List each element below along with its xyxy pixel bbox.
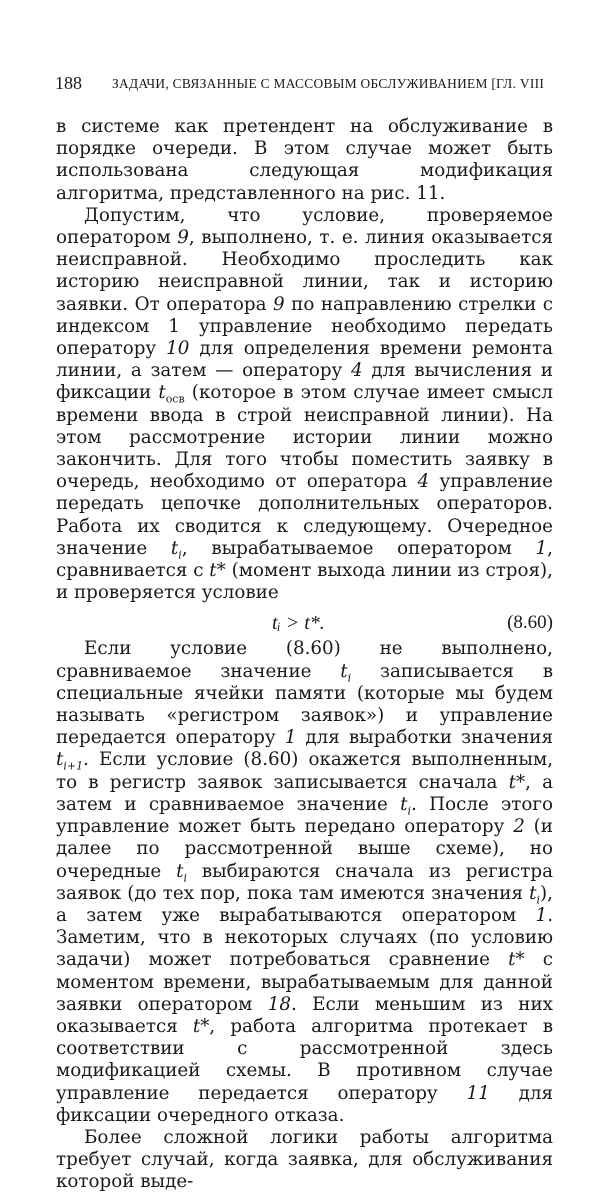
formula-8-60	[56, 608, 553, 638]
paragraph-2: Допустим, что условие, проверяемое оператором 9, выполнено, т. е. линия оказывается неисправной. Необходимо проследить как историю неисправной линии, так и историю заявки. От оператора 9 по направлению стрелки с индексом 1 управление необходимо передать оператору 10 для определения времени ремонта линии, а затем — оператору 4 для вычисления и фиксации $t_{осв}$ (которое в этом случае имеет смысл времени ввода в строй неисправной линии). На этом рассмотрение истории линии можно закончить. Для того чтобы поместить заявку в очередь, необходимо от оператора 4 управление передать цепочке дополнительных операторов. Работа их сводится к следующему. Очередное значение $t_i$, вырабатываемое оператором 1, сравнивается с t* (момент выхода линии из строя), и проверяется условие	[56, 204, 554, 604]
page-number: 188	[55, 73, 82, 93]
formula-number: (8.60)	[507, 612, 553, 634]
paragraph-4: Более сложной логики работы алгоритма требует случай, когда заявка, для обслуживания которой выде-	[56, 1126, 553, 1193]
body-text	[56, 116, 553, 1194]
t-osv-symbol: $t_{осв}$	[158, 382, 185, 407]
formula-expression: tᵢ > t*.	[272, 612, 325, 635]
paragraph-1: в системе как претендент на обслуживание в порядке очереди. В этом случае может быть использована следующая модификация алгоритма, представленного на рис. 11.	[56, 116, 553, 204]
paragraph-3: Если условие (8.60) не выполнено, сравниваемое значение $t_i$ записывается в специальные ячейки памяти (которые мы будем называть «регистром заявок») и управление передается оператору 1 для выработки значения $t_{i+1}$. Если условие (8.60) окажется выполненным, то в регистр заявок записывается сначала t*, а затем и сравниваемое значение $t_i$. После этого управление может быть передано оператору 2 (и далее по рассмотренной выше схеме), но очередные $t_i$ выбираются сначала из регистра заявок (до тех пор, пока там имеются значения $t_i$), а затем уже вырабатываются оператором 1. Заметим, что в некоторых случаях (по условию задачи) может потребоваться сравнение t* с моментом времени, вырабатываемым для данной заявки оператором 18. Если меньшим из них оказывается t*, работа алгоритма протекает в соответствии с рассмотренной здесь модификацией схемы. В противном случае управление передается оператору 11 для фиксации очередного отказа.	[56, 638, 553, 1126]
running-title: ЗАДАЧИ, СВЯЗАННЫЕ С МАССОВЫМ ОБСЛУЖИВАНИЕМ [ГЛ. VIII	[112, 76, 545, 91]
